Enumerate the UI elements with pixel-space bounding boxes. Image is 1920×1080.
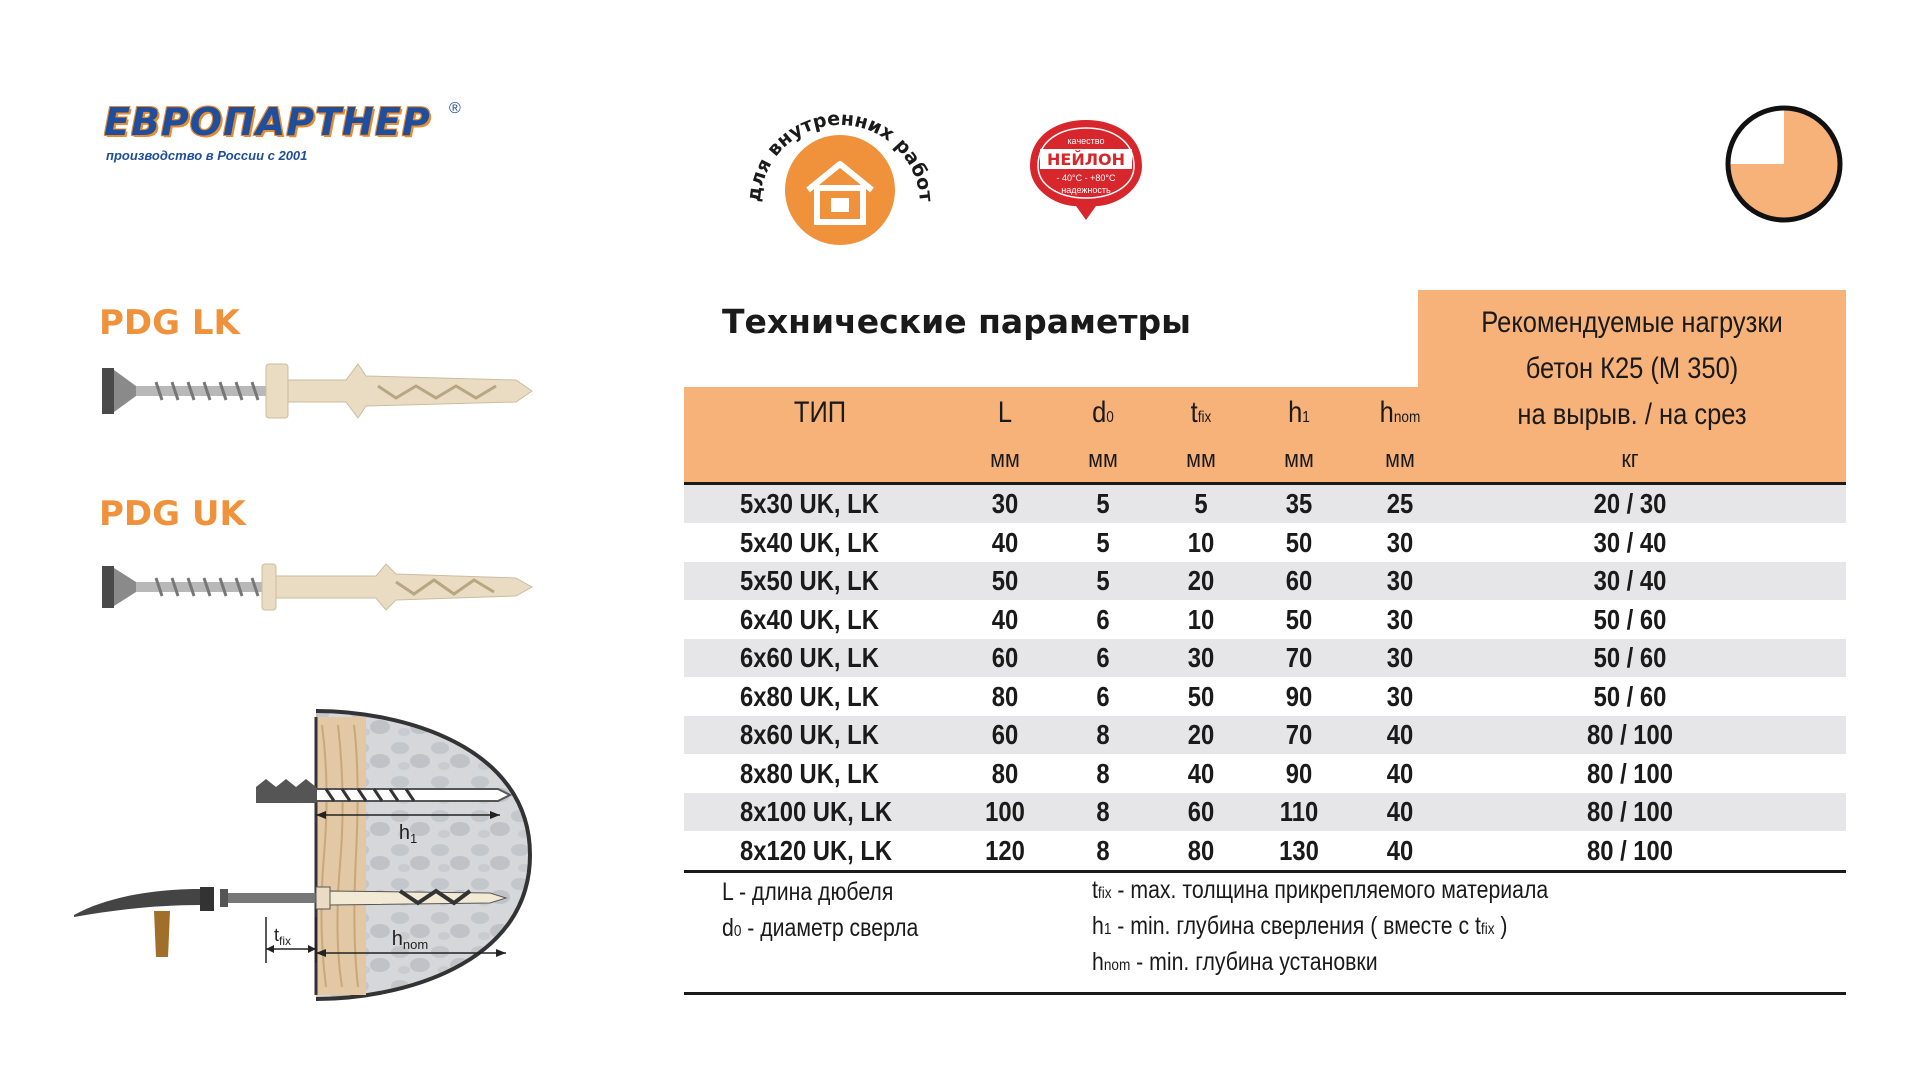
cell-d0: 8 (1096, 719, 1110, 750)
product-label-lk: PDG LK (99, 303, 240, 343)
table-row (684, 524, 1846, 562)
cell-tfix: 60 (1187, 796, 1215, 827)
seal-bottom-text: надежность (1061, 185, 1111, 195)
cell-l: 60 (991, 719, 1019, 750)
seal-temp-text: - 40°C - +80°C (1056, 173, 1116, 183)
legend-l: L - длина дюбеля (722, 878, 894, 906)
cell-hnom: 40 (1386, 834, 1414, 866)
cell-load: 20 / 30 (1593, 488, 1667, 519)
col-header-d0: d0 (1092, 396, 1114, 429)
cell-hnom: 30 (1386, 565, 1414, 596)
table-row (684, 485, 1846, 523)
col-header-tfix: tfix (1190, 396, 1212, 429)
cell-h1: 60 (1285, 565, 1313, 596)
cell-load: 80 / 100 (1586, 796, 1674, 827)
dim-h1-label: $h_1$ (398, 822, 418, 846)
dim-hnom-label: $h_{nom}$ (391, 928, 429, 952)
seal-top-text: качество (1067, 136, 1105, 146)
cell-type: 5x30 UK, LK (740, 488, 879, 519)
quarter-pie-icon (1722, 102, 1846, 226)
seal-main-text: НЕЙЛОН (1047, 150, 1125, 169)
cell-d0: 6 (1096, 680, 1110, 712)
cell-load: 50 / 60 (1593, 680, 1667, 712)
table-row (684, 601, 1846, 639)
cell-d0: 6 (1096, 603, 1110, 635)
cell-tfix: 40 (1187, 757, 1215, 789)
cell-h1: 90 (1285, 757, 1313, 789)
unit-l: мм (990, 446, 1020, 473)
cell-tfix: 80 (1187, 834, 1215, 866)
cell-l: 100 (985, 796, 1025, 827)
legend-tfix: tfix - max. толщина прикрепляемого материала (1092, 876, 1549, 904)
cell-hnom: 30 (1386, 603, 1414, 635)
cell-type: 8x100 UK, LK (740, 796, 893, 827)
load-title-line-3: на вырыв. / на срез (1517, 398, 1747, 431)
cell-type: 5x50 UK, LK (740, 565, 879, 596)
cell-h1: 50 (1285, 526, 1313, 558)
col-header-type: ТИП (793, 396, 847, 429)
footer-rule (684, 992, 1846, 995)
cell-d0: 5 (1096, 526, 1110, 558)
cell-load: 80 / 100 (1586, 834, 1674, 866)
cell-hnom: 30 (1386, 526, 1414, 558)
legend-hnom: hnom - min. глубина установки (1092, 948, 1378, 976)
cell-d0: 8 (1096, 757, 1110, 789)
indoor-arc-text: для внутренних работ (742, 107, 938, 203)
brand-logo (104, 100, 464, 170)
cell-load: 50 / 60 (1593, 642, 1667, 673)
cell-d0: 5 (1096, 488, 1110, 519)
table-title: Технические параметры (722, 302, 1191, 341)
dowel-uk-illustration (96, 552, 542, 622)
cell-type: 6x40 UK, LK (740, 603, 879, 635)
cell-d0: 6 (1096, 642, 1110, 673)
installation-diagram (70, 705, 540, 1005)
col-header-hnom: hnom (1379, 396, 1421, 429)
legend-d0: d0 - диаметр сверла (722, 914, 919, 942)
col-header-l: L (997, 396, 1013, 429)
cell-tfix: 5 (1194, 488, 1208, 519)
table-row (684, 639, 1846, 677)
table-row (684, 755, 1846, 793)
unit-d0: мм (1088, 446, 1118, 473)
body-rule (684, 870, 1846, 873)
load-title-line-2: бетон К25 (М 350) (1525, 352, 1739, 385)
cell-type: 8x60 UK, LK (740, 719, 879, 750)
cell-hnom: 30 (1386, 642, 1414, 673)
brand-tagline: производство в России с 2001 (106, 148, 308, 163)
legend-h1: h1 - min. глубина сверления ( вместе с tfix ) (1092, 912, 1508, 940)
cell-l: 40 (991, 603, 1019, 635)
cell-h1: 130 (1279, 834, 1319, 866)
cell-type: 8x80 UK, LK (740, 757, 879, 789)
cell-type: 8x120 UK, LK (740, 834, 893, 866)
cell-hnom: 40 (1386, 719, 1414, 750)
cell-h1: 35 (1285, 488, 1313, 519)
cell-h1: 110 (1279, 796, 1319, 827)
cell-type: 6x80 UK, LK (740, 680, 879, 712)
cell-l: 60 (991, 642, 1019, 673)
dim-tfix-label: $t_{fix}$ (274, 925, 292, 948)
cell-load: 30 / 40 (1593, 565, 1667, 596)
cell-type: 6x60 UK, LK (740, 642, 879, 673)
cell-hnom: 40 (1386, 796, 1414, 827)
cell-tfix: 20 (1187, 719, 1215, 750)
indoor-use-badge (730, 90, 950, 250)
dowel-lk-illustration (96, 356, 542, 426)
cell-d0: 8 (1096, 796, 1110, 827)
nylon-quality-seal (1026, 118, 1146, 222)
cell-d0: 8 (1096, 834, 1110, 866)
cell-l: 80 (991, 757, 1019, 789)
table-row (684, 562, 1846, 600)
cell-tfix: 50 (1187, 680, 1215, 712)
cell-tfix: 10 (1187, 526, 1215, 558)
cell-l: 30 (991, 488, 1019, 519)
cell-h1: 70 (1285, 719, 1313, 750)
cell-hnom: 25 (1386, 488, 1414, 519)
cell-load: 30 / 40 (1593, 526, 1667, 558)
cell-h1: 70 (1285, 642, 1313, 673)
cell-load: 80 / 100 (1586, 757, 1674, 789)
cell-hnom: 40 (1386, 757, 1414, 789)
cell-h1: 50 (1285, 603, 1313, 635)
cell-tfix: 20 (1187, 565, 1215, 596)
cell-h1: 90 (1285, 680, 1313, 712)
cell-l: 50 (991, 565, 1019, 596)
unit-load: кг (1621, 446, 1639, 473)
unit-hnom: мм (1385, 446, 1415, 473)
cell-load: 50 / 60 (1593, 603, 1667, 635)
table-row (684, 793, 1846, 831)
cell-d0: 5 (1096, 565, 1110, 596)
cell-hnom: 30 (1386, 680, 1414, 712)
cell-l: 80 (991, 680, 1019, 712)
table-row (684, 832, 1846, 870)
col-header-h1: h1 (1288, 396, 1310, 429)
cell-tfix: 30 (1187, 642, 1215, 673)
brand-name: ЕВРОПАРТНЕР (104, 100, 431, 144)
table-row (684, 716, 1846, 754)
cell-load: 80 / 100 (1586, 719, 1674, 750)
unit-tfix: мм (1186, 446, 1216, 473)
unit-h1: мм (1284, 446, 1314, 473)
cell-l: 120 (985, 834, 1025, 866)
registered-mark: ® (449, 100, 461, 117)
cell-type: 5x40 UK, LK (740, 526, 879, 558)
cell-tfix: 10 (1187, 603, 1215, 635)
table-row (684, 678, 1846, 716)
load-title-line-1: Рекомендуемые нагрузки (1481, 306, 1783, 339)
cell-l: 40 (991, 526, 1019, 558)
product-label-uk: PDG UK (99, 494, 246, 534)
